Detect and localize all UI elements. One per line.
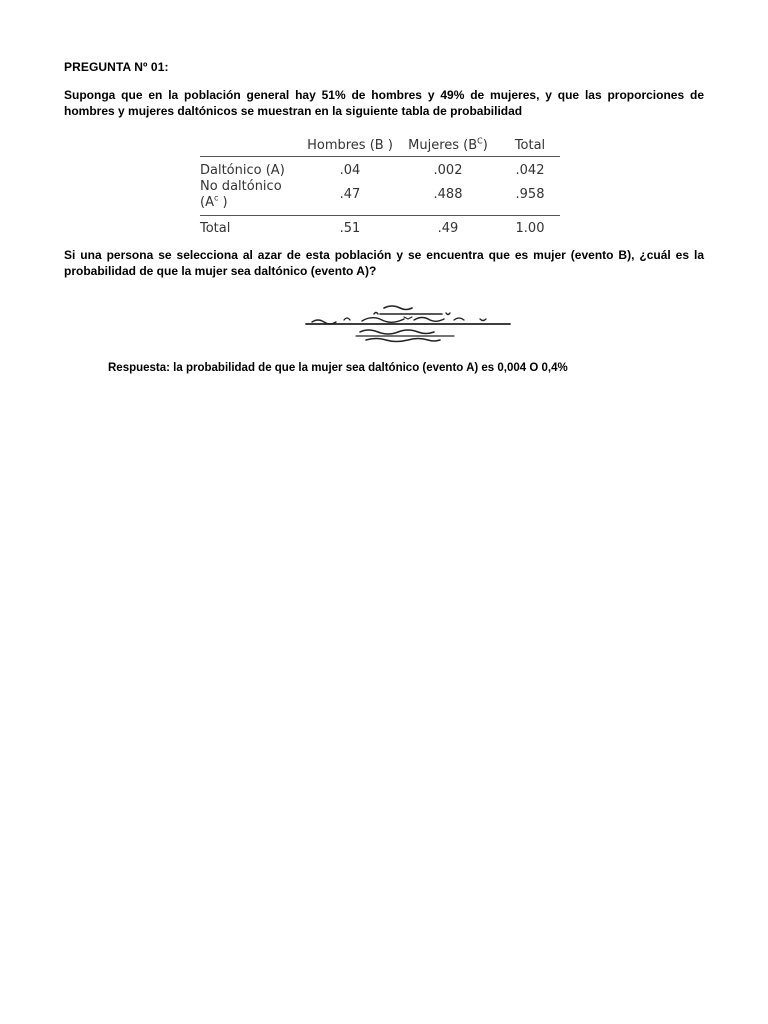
question-heading: PREGUNTA Nº 01:: [64, 60, 169, 74]
row-label: [200, 179, 304, 211]
table-header-hombres: Hombres (B ): [304, 134, 396, 157]
probability-table: [200, 134, 560, 238]
table-header-empty: [200, 134, 304, 157]
mujeres-header-text: Mujeres (B: [408, 137, 478, 153]
row-label-text: No daltónico (A: [200, 179, 282, 210]
table-row: [200, 179, 560, 211]
answer-text: Respuesta: la probabilidad de que la mujer sea daltónico (evento A) es 0,004 O 0,4%: [108, 362, 568, 374]
question-intro: Suponga que en la población general hay 51% de hombres y 49% de mujeres, y que las proporciones de hombres y mujeres daltónicos se muestran en la siguiente tabla de probabilidad: [64, 88, 704, 118]
table-row: [200, 157, 560, 180]
cell-total: .042: [515, 163, 545, 178]
cell-mujeres: .002: [433, 163, 463, 178]
cell-hombres: .04: [339, 163, 361, 178]
row-label-text: Daltónico (A): [200, 163, 285, 178]
cell-hombres: .47: [339, 187, 361, 202]
mujeres-header-superscript: C: [477, 136, 483, 146]
table-total-row: [200, 216, 560, 239]
row-label-superscript: c: [213, 193, 219, 203]
total-mujeres: .49: [396, 216, 500, 239]
total-total: 1.00: [500, 216, 560, 239]
row-label-close: ): [218, 195, 228, 210]
formula-image: [304, 302, 514, 346]
cell-mujeres: .488: [433, 187, 463, 202]
question-prompt: Si una persona se selecciona al azar de esta población y se encuentra que es mujer (evento B), ¿cuál es la probabilidad de que la mujer sea daltónico (evento A)?: [64, 248, 704, 278]
total-hombres: .51: [304, 216, 396, 239]
total-label: Total: [200, 216, 304, 239]
mujeres-header-close: ): [482, 137, 488, 153]
table-header-mujeres: [396, 134, 500, 157]
cell-total: .958: [515, 187, 545, 202]
row-label: [200, 157, 304, 180]
table-header-row: [200, 134, 560, 157]
table-header-total: Total: [500, 134, 560, 157]
